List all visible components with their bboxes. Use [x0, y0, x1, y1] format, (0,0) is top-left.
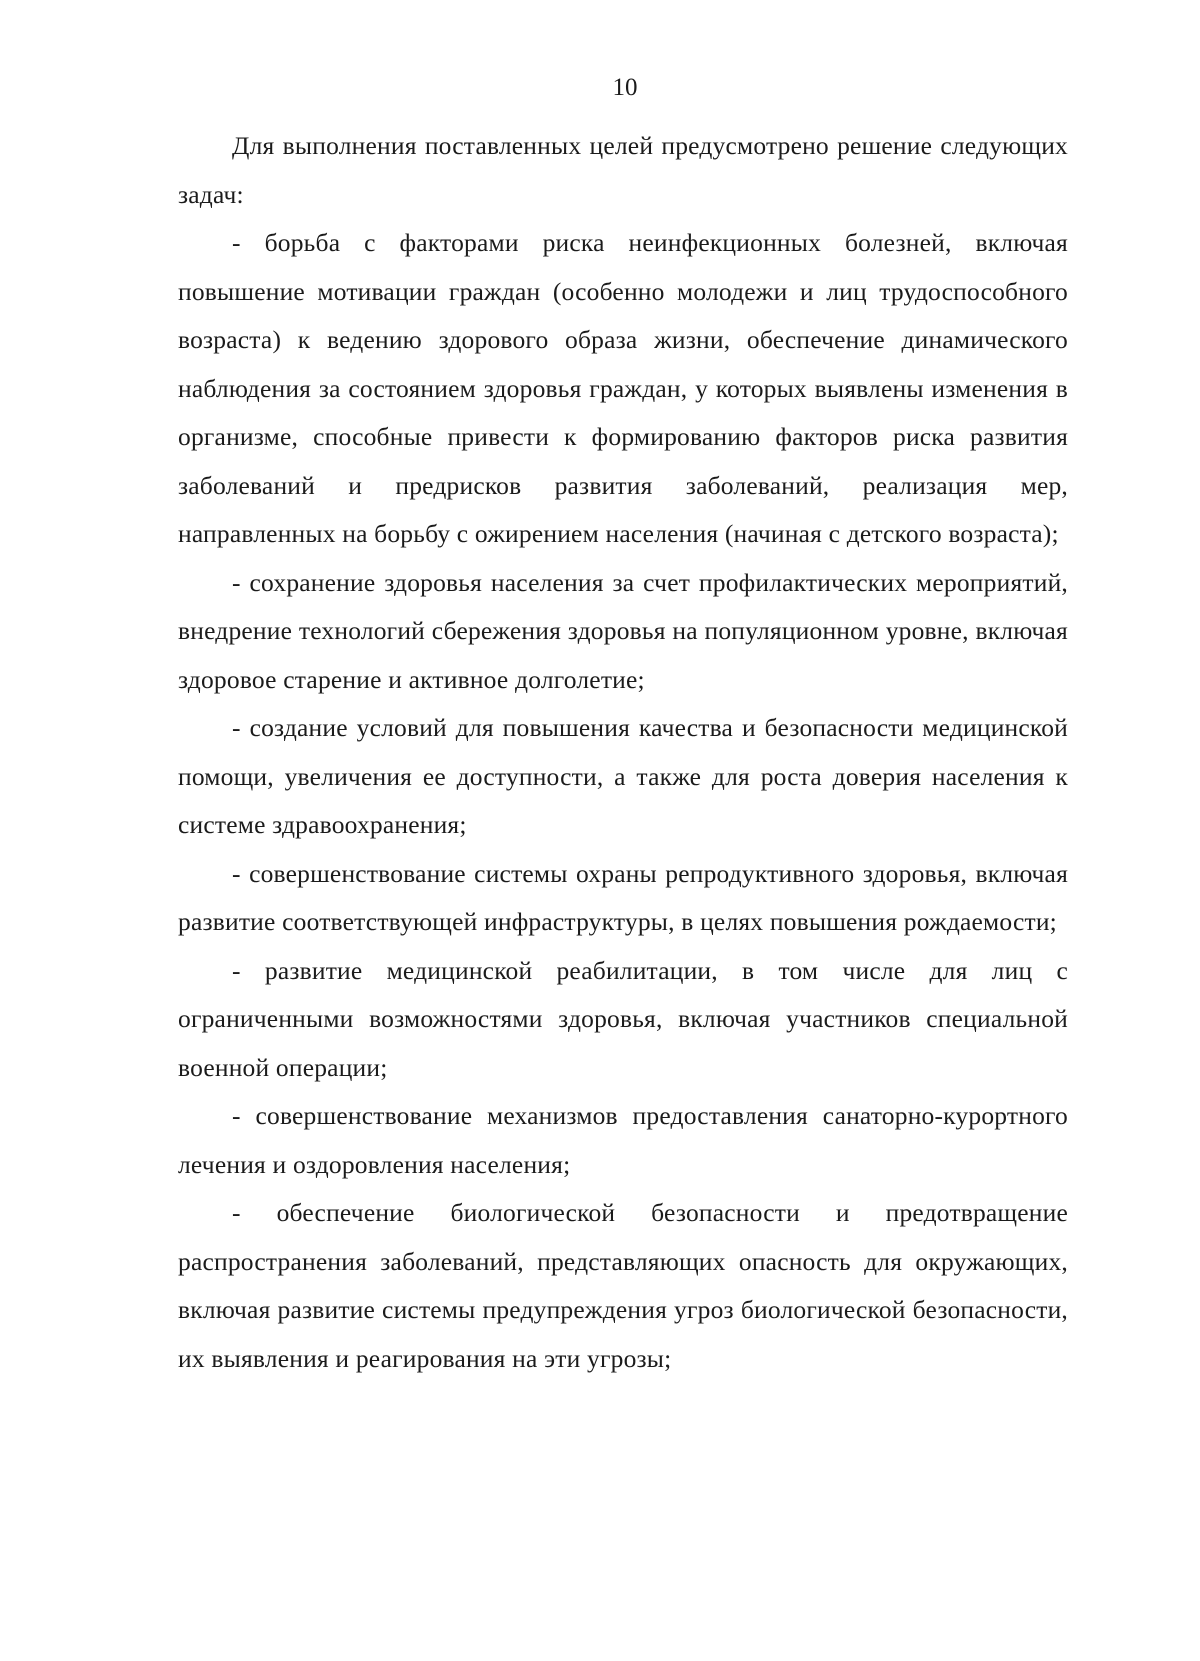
intro-paragraph: Для выполнения поставленных целей предусмотрено решение следующих задач: [178, 131, 1068, 209]
page-number: 10 [612, 74, 638, 101]
task-item-rehabilitation: - развитие медицинской реабилитации, в том числе для лиц с ограниченными возможностями здоровья, включая участников специальной военной операции; [178, 955, 1068, 1082]
task-item-biological-safety: - обеспечение биологической безопасности и предотвращение распространения заболеваний, представляющих опасность для окружающих, включая развитие системы предупреждения угроз биологической безопасности, их выявления и реагирования на эти угрозы; [178, 1198, 1068, 1373]
task-item-health-preservation: - сохранение здоровья населения за счет профилактических мероприятий, внедрение технологий сбережения здоровья на популяционном уровне, включая здоровое старение и активное долголетие; [178, 567, 1068, 694]
task-item-medical-care-quality: - создание условий для повышения качества и безопасности медицинской помощи, увеличения ее доступности, а также для роста доверия населения к системе здравоохранения; [178, 713, 1068, 839]
task-item-risk-factors: - борьба с факторами риска неинфекционных болезней, включая повышение мотивации граждан (особенно молодежи и лиц трудоспособного возраста) к ведению здорового образа жизни, обеспечение динамического наблюдения за состоянием здоровья граждан, у которых выявлены изменения в организме, способные привести к формированию факторов риска развития заболеваний и предрисков развития заболеваний, реализация мер, направленных на борьбу с ожирением населения (начиная с детского возраста); [178, 228, 1068, 548]
task-item-sanatorium-treatment: - совершенствование механизмов предоставления санаторно-курортного лечения и оздоровления населения; [178, 1101, 1068, 1179]
document-body [178, 122, 1068, 1383]
task-item-reproductive-health: - совершенствование системы охраны репродуктивного здоровья, включая развитие соответствующей инфраструктуры, в целях повышения рождаемости; [178, 858, 1068, 936]
